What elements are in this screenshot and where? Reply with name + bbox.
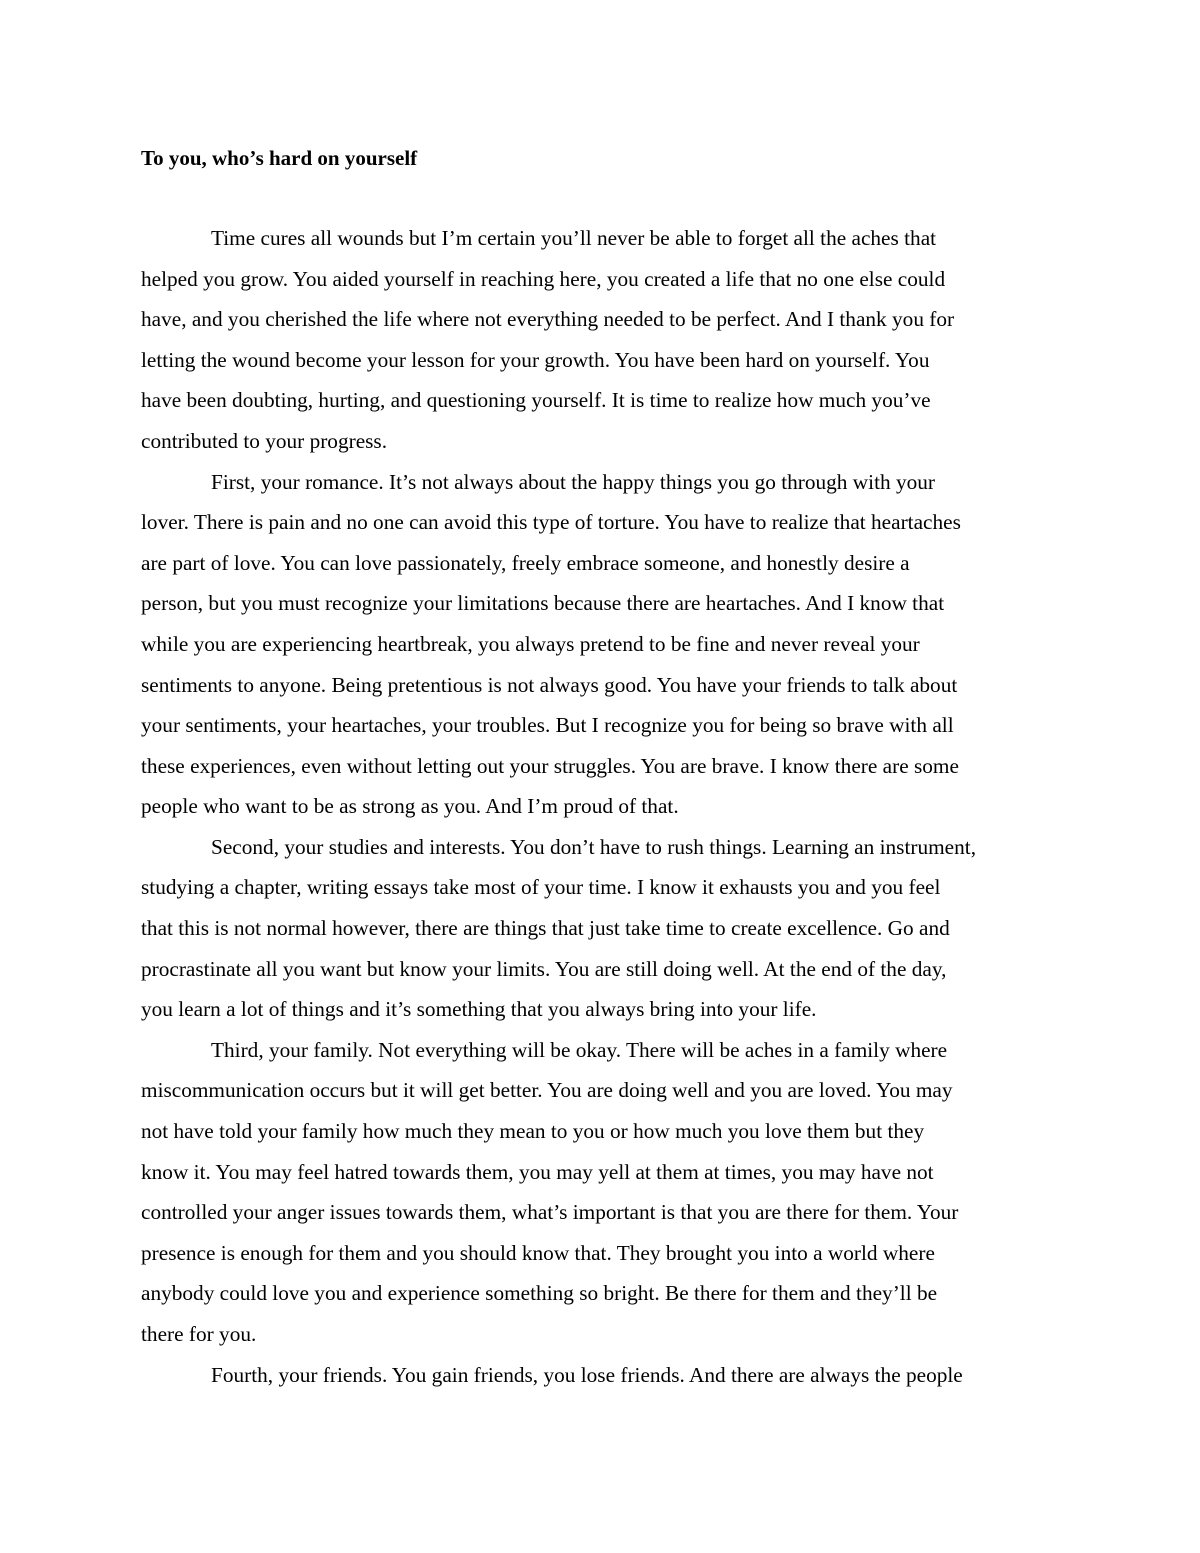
text-line: Third, your family. Not everything will be okay. There will be aches in a family where bbox=[211, 1038, 948, 1062]
text-line: your sentiments, your heartaches, your troubles. But I recognize you for being so brave with all bbox=[141, 713, 954, 737]
text-line: that this is not normal however, there are things that just take time to create excellence. Go and bbox=[141, 916, 950, 940]
text-line: Fourth, your friends. You gain friends, you lose friends. And there are always the people bbox=[211, 1363, 963, 1387]
text-line: presence is enough for them and you should know that. They brought you into a world where bbox=[141, 1241, 935, 1265]
text-line: there for you. bbox=[141, 1322, 257, 1346]
text-line: lover. There is pain and no one can avoid this type of torture. You have to realize that heartaches bbox=[141, 510, 961, 534]
text-line: while you are experiencing heartbreak, you always pretend to be fine and never reveal your bbox=[141, 632, 920, 656]
text-line: anybody could love you and experience something so bright. Be there for them and they’ll be bbox=[141, 1281, 938, 1305]
text-line: not have told your family how much they mean to you or how much you love them but they bbox=[141, 1119, 925, 1143]
text-line: have been doubting, hurting, and questioning yourself. It is time to realize how much you’ve bbox=[141, 388, 931, 412]
text-line: controlled your anger issues towards them, what’s important is that you are there for them. Your bbox=[141, 1200, 959, 1224]
text-line: these experiences, even without letting out your struggles. You are brave. I know there are some bbox=[141, 754, 959, 778]
text-line: Second, your studies and interests. You don’t have to rush things. Learning an instrument, bbox=[211, 835, 977, 859]
text-line: helped you grow. You aided yourself in reaching here, you created a life that no one else could bbox=[141, 267, 946, 291]
text-line: person, but you must recognize your limitations because there are heartaches. And I know that bbox=[141, 591, 945, 615]
document-title: To you, who’s hard on yourself bbox=[141, 146, 418, 170]
text-line: sentiments to anyone. Being pretentious is not always good. You have your friends to talk about bbox=[141, 673, 958, 697]
text-line: letting the wound become your lesson for your growth. You have been hard on yourself. You bbox=[141, 348, 930, 372]
text-line: are part of love. You can love passionately, freely embrace someone, and honestly desire a bbox=[141, 551, 910, 575]
text-line: miscommunication occurs but it will get better. You are doing well and you are loved. You may bbox=[141, 1078, 953, 1102]
text-line: studying a chapter, writing essays take most of your time. I know it exhausts you and you feel bbox=[141, 875, 941, 899]
text-line: procrastinate all you want but know your limits. You are still doing well. At the end of the day, bbox=[141, 957, 947, 981]
text-line: First, your romance. It’s not always about the happy things you go through with your bbox=[211, 470, 936, 494]
text-line: people who want to be as strong as you. And I’m proud of that. bbox=[141, 794, 679, 818]
text-line: you learn a lot of things and it’s something that you always bring into your life. bbox=[141, 997, 817, 1021]
text-line: contributed to your progress. bbox=[141, 429, 388, 453]
text-line: Time cures all wounds but I’m certain you’ll never be able to forget all the aches that bbox=[211, 226, 937, 250]
text-line: know it. You may feel hatred towards them, you may yell at them at times, you may have not bbox=[141, 1160, 934, 1184]
text-line: have, and you cherished the life where not everything needed to be perfect. And I thank you for bbox=[141, 307, 955, 331]
